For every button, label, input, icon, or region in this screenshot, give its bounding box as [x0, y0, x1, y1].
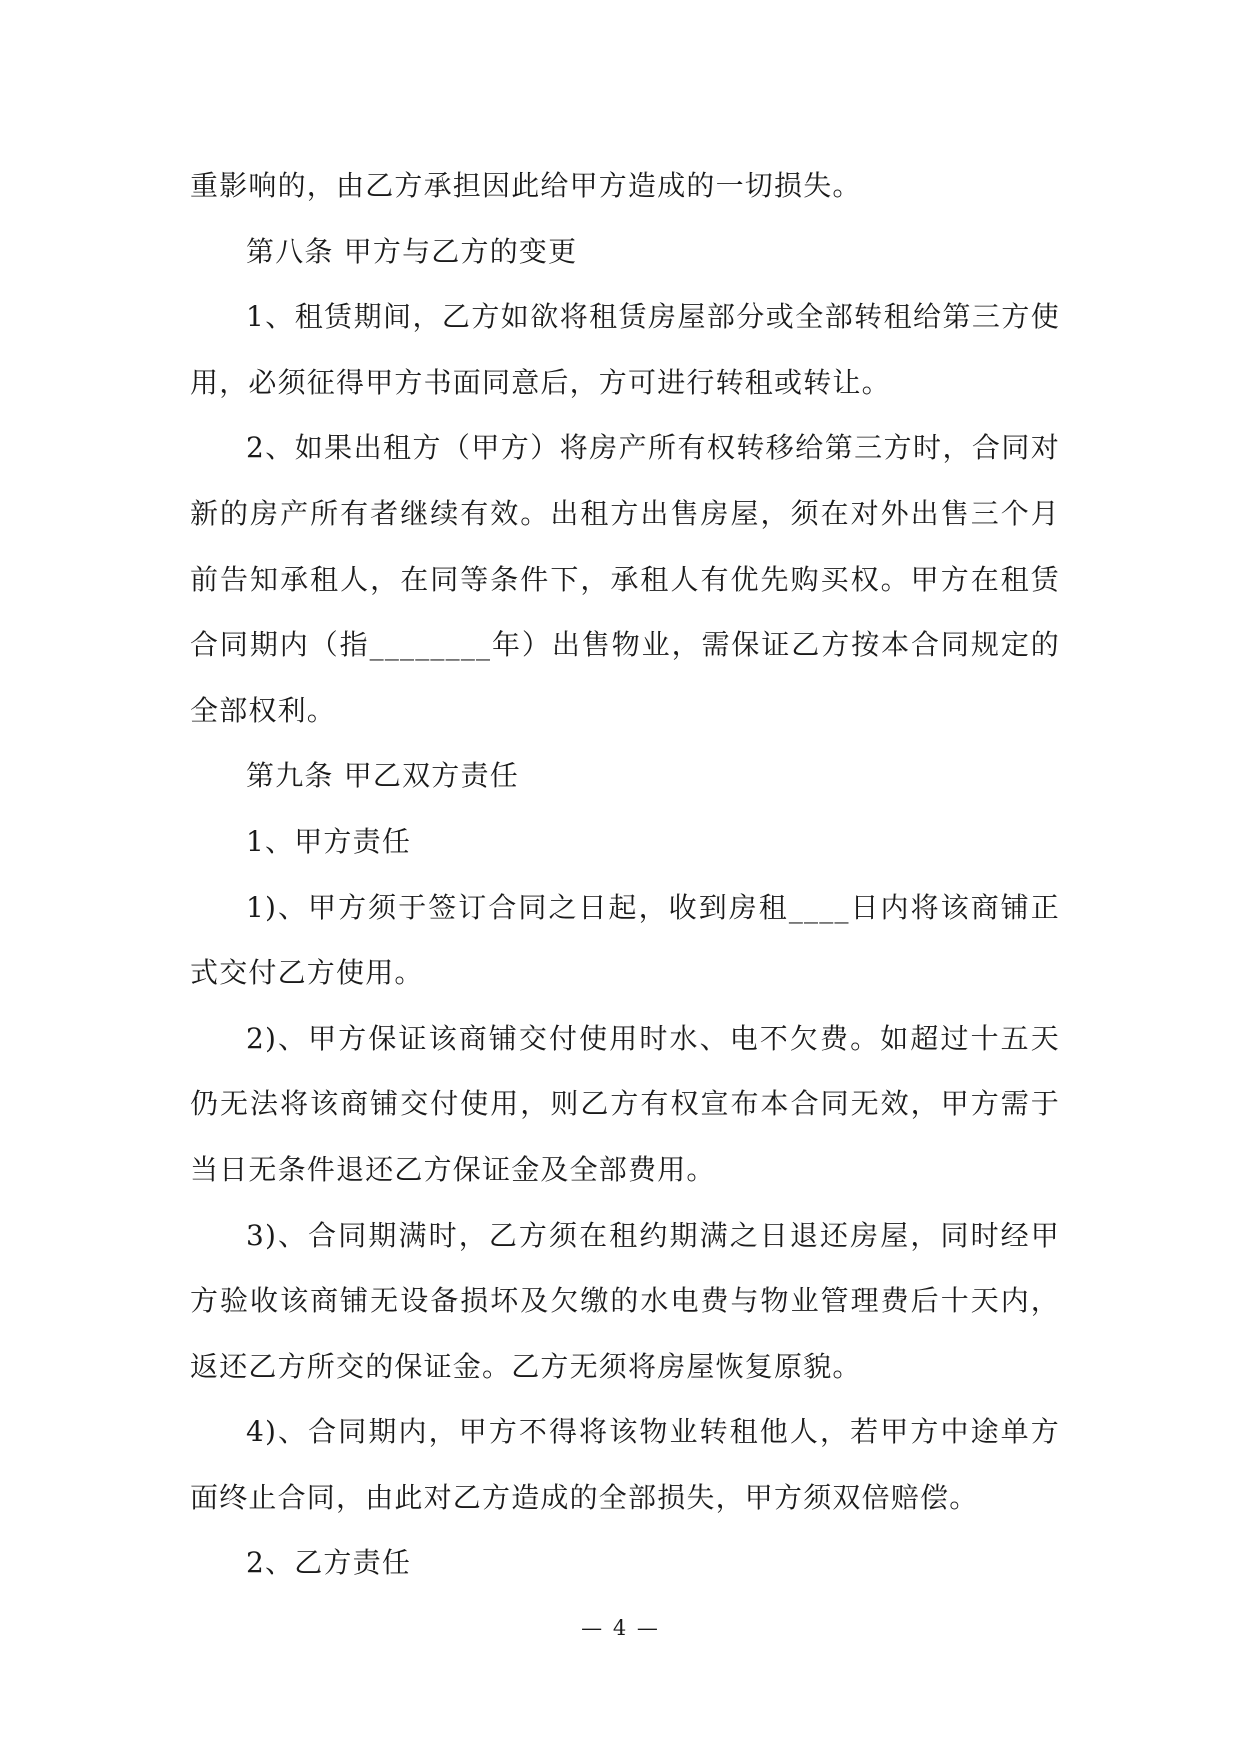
party-b-responsibility-heading: 2、乙方责任: [246, 1546, 412, 1580]
party-a-item-4: 4)、合同期内，甲方不得将该物业转租他人，若甲方中途单方面终止合同，由此对乙方造成的全部损失，甲方须双倍赔偿。: [190, 1415, 1060, 1514]
party-a-responsibility-heading: 1、甲方责任: [246, 824, 412, 858]
paragraph-1: 重影响的，由乙方承担因此给甲方造成的一切损失。: [190, 169, 862, 202]
article-8-heading: 第八条 甲方与乙方的变更: [246, 234, 578, 268]
article-9-heading: 第九条 甲乙双方责任: [246, 759, 519, 793]
document-body: [190, 153, 1060, 1596]
party-a-item-2: 2)、甲方保证该商铺交付使用时水、电不欠费。如超过十五天仍无法将该商铺交付使用，则乙方有权宣布本合同无效，甲方需于当日无条件退还乙方保证金及全部费用。: [190, 1021, 1060, 1186]
party-a-item-3: 3)、合同期满时，乙方须在租约期满之日退还房屋，同时经甲方验收该商铺无设备损坏及欠缴的水电费与物业管理费后十天内，返还乙方所交的保证金。乙方无须将房屋恢复原貌。: [190, 1218, 1060, 1383]
party-a-item-1: 1)、甲方须于签订合同之日起，收到房租____日内将该商铺正式交付乙方使用。: [190, 890, 1060, 990]
paragraph-article-8-item-2: 2、如果出租方（甲方）将房产所有权转移给第三方时，合同对新的房产所有者继续有效。出租方出售房屋，须在对外出售三个月前告知承租人，在同等条件下，承租人有优先购买权。甲方在租赁合同期内（指________年）出售物业，需保证乙方按本合同规定的全部权利。: [190, 431, 1060, 727]
paragraph-article-8-item-1: 1、租赁期间，乙方如欲将租赁房屋部分或全部转租给第三方使用，必须征得甲方书面同意后，方可进行转租或转让。: [190, 300, 1060, 399]
page-number: — 4 —: [581, 1616, 660, 1640]
